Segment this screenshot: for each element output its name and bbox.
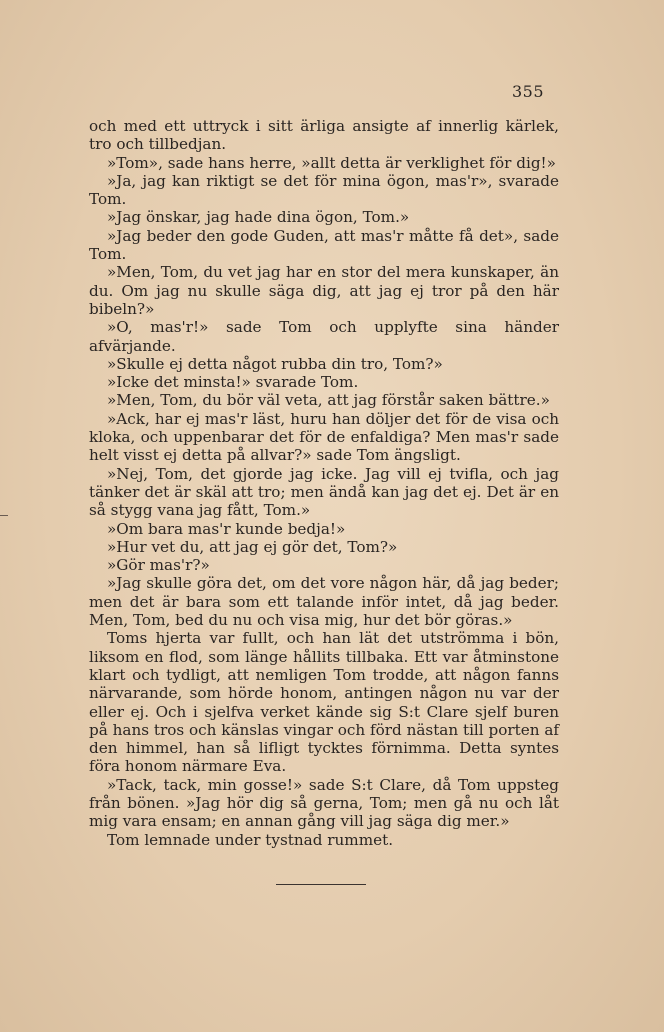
section-end-rule xyxy=(276,884,366,885)
paragraph: »Tom», sade hans herre, »allt detta är verklighet för dig!» xyxy=(107,153,556,172)
paragraph: och med ett uttryck i sitt ärliga ansigte af innerlig kärlek, tro och tillbedjan. xyxy=(89,117,559,154)
paragraph: »Gör mas'r?» xyxy=(107,556,210,575)
paragraph: »Men, Tom, du bör väl veta, att jag förstår saken bättre.» xyxy=(107,391,550,410)
paragraph: »Hur vet du, att jag ej gör det, Tom?» xyxy=(107,537,398,556)
paragraph: Toms hjerta var fullt, och han lät det utströmma i bön, liksom en flod, som länge hållits tillbaka. Ett var åtminstone klart och tydligt, att nemligen Tom trodde, att någon fanns närvarande, som hörde honom, antingen någon nu var der eller ej. Och i sjelfva verket kände sig S:t Clare sjelf buren på hans tros och känslas vingar och förd nästan till porten af den himmel, han så lifligt tycktes förnimma. Detta syntes föra honom närmare Eva. xyxy=(89,629,559,776)
paragraph: »Ja, jag kan riktigt se det för mina ögon, mas'r», svarade Tom. xyxy=(89,171,559,209)
paragraph: »Nej, Tom, det gjorde jag icke. Jag vill ej tvifla, och jag tänker det är skäl att tro; men ändå kan jag det ej. Det är en så stygg vana jag fått, Tom.» xyxy=(89,464,559,520)
paragraph: »O, mas'r!» sade Tom och upplyfte sina händer afvärjande. xyxy=(89,318,559,355)
paragraph: »Tack, tack, min gosse!» sade S:t Clare, då Tom uppsteg från bönen. »Jag hör dig så gerna, Tom; men gå nu och låt mig vara ensam; en annan gång vill jag säga dig mer.» xyxy=(89,775,559,831)
paragraph: »Jag beder den gode Guden, att mas'r måtte få det», sade Tom. xyxy=(89,226,559,264)
paragraph: »Jag önskar, jag hade dina ögon, Tom.» xyxy=(107,208,410,227)
paragraph: »Ack, har ej mas'r läst, huru han döljer det för de visa och kloka, och uppenbarar det för de enfaldiga? Men mas'r sade helt visst ej detta på allvar?» sade Tom ängsligt. xyxy=(89,409,559,465)
paragraph: »Skulle ej detta något rubba din tro, Tom?» xyxy=(107,354,443,373)
page-number: 355 xyxy=(512,82,545,101)
paragraph: »Jag skulle göra det, om det vore någon här, då jag beder; men det är bara som ett talande inför intet, då jag beder. Men, Tom, bed du nu och visa mig, hur det bör göras.» xyxy=(89,574,559,630)
paragraph: »Om bara mas'r kunde bedja!» xyxy=(107,519,346,538)
paragraph: »Men, Tom, du vet jag har en stor del mera kunskaper, än du. Om jag nu skulle säga dig, att jag ej tror på den här bibeln?» xyxy=(89,263,559,318)
margin-mark xyxy=(0,515,8,516)
body-text xyxy=(89,117,559,849)
paragraph: »Icke det minsta!» svarade Tom. xyxy=(107,373,359,392)
paragraph: Tom lemnade under tystnad rummet. xyxy=(107,830,394,849)
